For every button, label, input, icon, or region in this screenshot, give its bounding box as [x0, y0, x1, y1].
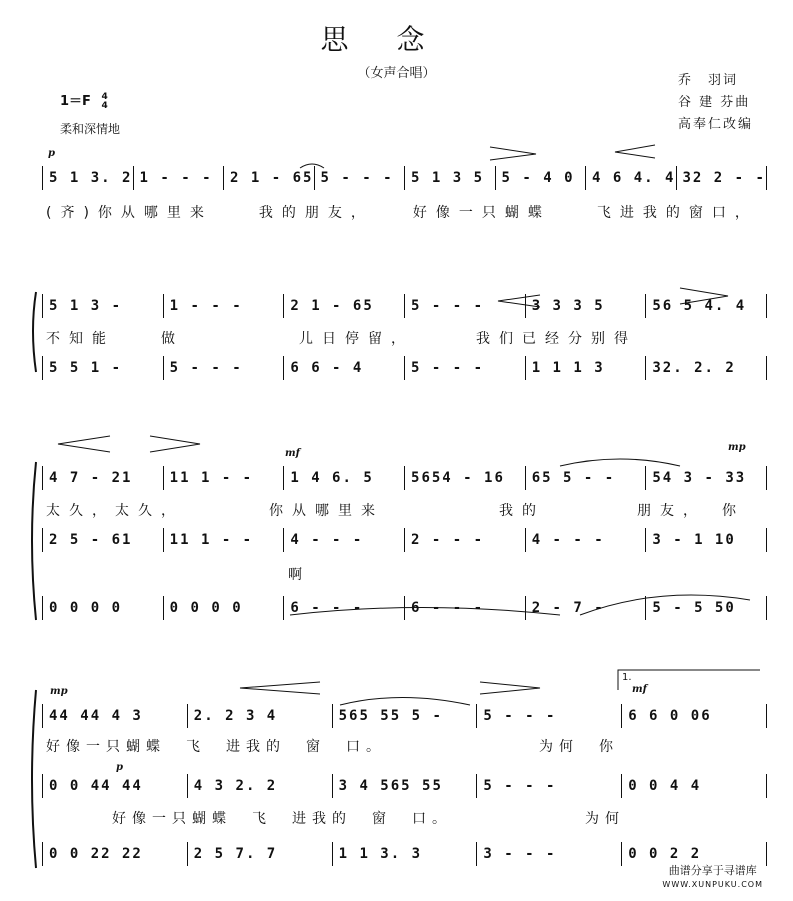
system4-staff-lower [42, 834, 767, 866]
site-watermark [662, 864, 763, 891]
measure: 4 - - - [525, 528, 646, 552]
system-brace [33, 292, 36, 372]
measure: 1 - - - [133, 166, 224, 190]
measure: 0 0 0 0 [42, 596, 163, 620]
measure: 1 1 3. 3 [332, 842, 477, 866]
subtitle: （女声合唱） [357, 66, 436, 81]
measure: 1 4 6. 5 [283, 466, 404, 490]
measure: 11 1 - - [163, 466, 284, 490]
meter-top: 4 [101, 91, 108, 102]
measure: 5 - - - [404, 356, 525, 380]
measure: 4 3 2. 2 [187, 774, 332, 798]
measure: 3 - 1 10 [645, 528, 767, 552]
measure: 2 5 - 61 [42, 528, 163, 552]
measure: 1 1 1 3 [525, 356, 646, 380]
system3-staff-middle [42, 520, 767, 552]
measure: 32. 2. 2 [645, 356, 767, 380]
measure: 2 - 7 - [525, 596, 646, 620]
measure: 5 1 3 5 [404, 166, 495, 190]
lyric-line: 不知能 做 儿日停留， 我们已经分别得 [46, 331, 637, 347]
measure: 65 5 - - [525, 466, 646, 490]
measure: 6 6 - 4 [283, 356, 404, 380]
measure: 5 1 3 - [42, 294, 163, 318]
decrescendo-hairpin [480, 682, 540, 694]
dynamic-mark: mp [50, 686, 68, 697]
system4-staff-middle [42, 766, 767, 798]
crescendo-hairpin [615, 145, 655, 158]
measure: 4 7 - 21 [42, 466, 163, 490]
measure: 565 55 5 - [332, 704, 477, 728]
measure: 5 - - - [476, 774, 621, 798]
lyric-line: 啊 [288, 567, 311, 583]
credit-lyricist: 乔 羽词 [677, 73, 738, 88]
measure: 5 - - - [404, 294, 525, 318]
measure: 5 - - - [314, 166, 405, 190]
system3-staff-upper [42, 458, 767, 490]
measure: 5 5 1 - [42, 356, 163, 380]
measure: 3 4 565 55 [332, 774, 477, 798]
measure: 5 1 3. 2 [42, 166, 133, 190]
system3-staff-lower [42, 588, 767, 620]
measure: 32 2 - - [676, 166, 768, 190]
page-title: 思念 [320, 23, 473, 56]
measure: 2 1 - 65 [223, 166, 314, 190]
measure: 2 5 7. 7 [187, 842, 332, 866]
measure: 54 3 - 33 [645, 466, 767, 490]
crescendo-hairpin [240, 682, 320, 694]
key-label: 1＝F [60, 94, 91, 109]
measure: 6 6 0 06 [621, 704, 767, 728]
measure: 0 0 4 4 [621, 774, 767, 798]
decrescendo-hairpin [490, 147, 536, 160]
measure: 0 0 22 22 [42, 842, 187, 866]
dynamic-mark: mf [285, 448, 300, 459]
slur [300, 164, 324, 168]
lyric-line: 好像一只蝴蝶 飞 进我的 窗 口。 为何 [112, 811, 625, 827]
measure: 0 0 0 0 [163, 596, 284, 620]
credit-arranger: 高奉仁改编 [677, 117, 753, 132]
system2-staff-upper [42, 286, 767, 318]
measure: 56 5 4. 4 [645, 294, 767, 318]
dynamic-mark: p [48, 148, 55, 159]
measure: 4 - - - [283, 528, 404, 552]
measure: 5 - 4 0 [495, 166, 586, 190]
tempo-marking: 柔和深情地 [60, 122, 121, 136]
measure: 2 - - - [404, 528, 525, 552]
measure: 6 - - - [283, 596, 404, 620]
measure: 3 3 3 5 [525, 294, 646, 318]
measure: 4 6 4. 4 [585, 166, 676, 190]
volta-number: 1. [622, 672, 632, 683]
measure: 0 0 2 2 [621, 842, 767, 866]
meter-bottom: 4 [101, 100, 108, 111]
crescendo-hairpin [58, 436, 110, 452]
dynamic-mark: mp [728, 442, 746, 453]
measure: 0 0 44 44 [42, 774, 187, 798]
measure: 2 1 - 65 [283, 294, 404, 318]
system4-staff-upper [42, 696, 767, 728]
dynamic-mark: mf [632, 684, 647, 695]
lyric-line: 太久，太久， 你从哪里来 我的 朋友， 你 [46, 503, 745, 519]
system2-staff-lower [42, 348, 767, 380]
measure: 44 44 4 3 [42, 704, 187, 728]
measure: 5 - - - [163, 356, 284, 380]
dynamic-mark: p [116, 762, 123, 773]
measure: 5 - 5 50 [645, 596, 767, 620]
measure: 5654 - 16 [404, 466, 525, 490]
measure: 2. 2 3 4 [187, 704, 332, 728]
system-brace [32, 690, 36, 868]
measure: 11 1 - - [163, 528, 284, 552]
measure: 1 - - - [163, 294, 284, 318]
site-url: WWW.XUNPUKU.COM [662, 880, 763, 889]
lyric-line: 好像一只蝴蝶 飞 进我的 窗 口。 为何 你 [46, 739, 619, 755]
measure: 6 - - - [404, 596, 525, 620]
measure: 5 - - - [476, 704, 621, 728]
lyric-line: (齐)你从哪里来 我的朋友， 好像一只蝴蝶 飞进我的窗口， [46, 205, 758, 221]
measure: 3 - - - [476, 842, 621, 866]
site-name: 曲谱分享于寻谱库 [668, 864, 757, 877]
decrescendo-hairpin [150, 436, 200, 452]
credit-composer: 谷 建 芬曲 [677, 95, 751, 110]
system-brace [32, 462, 36, 620]
